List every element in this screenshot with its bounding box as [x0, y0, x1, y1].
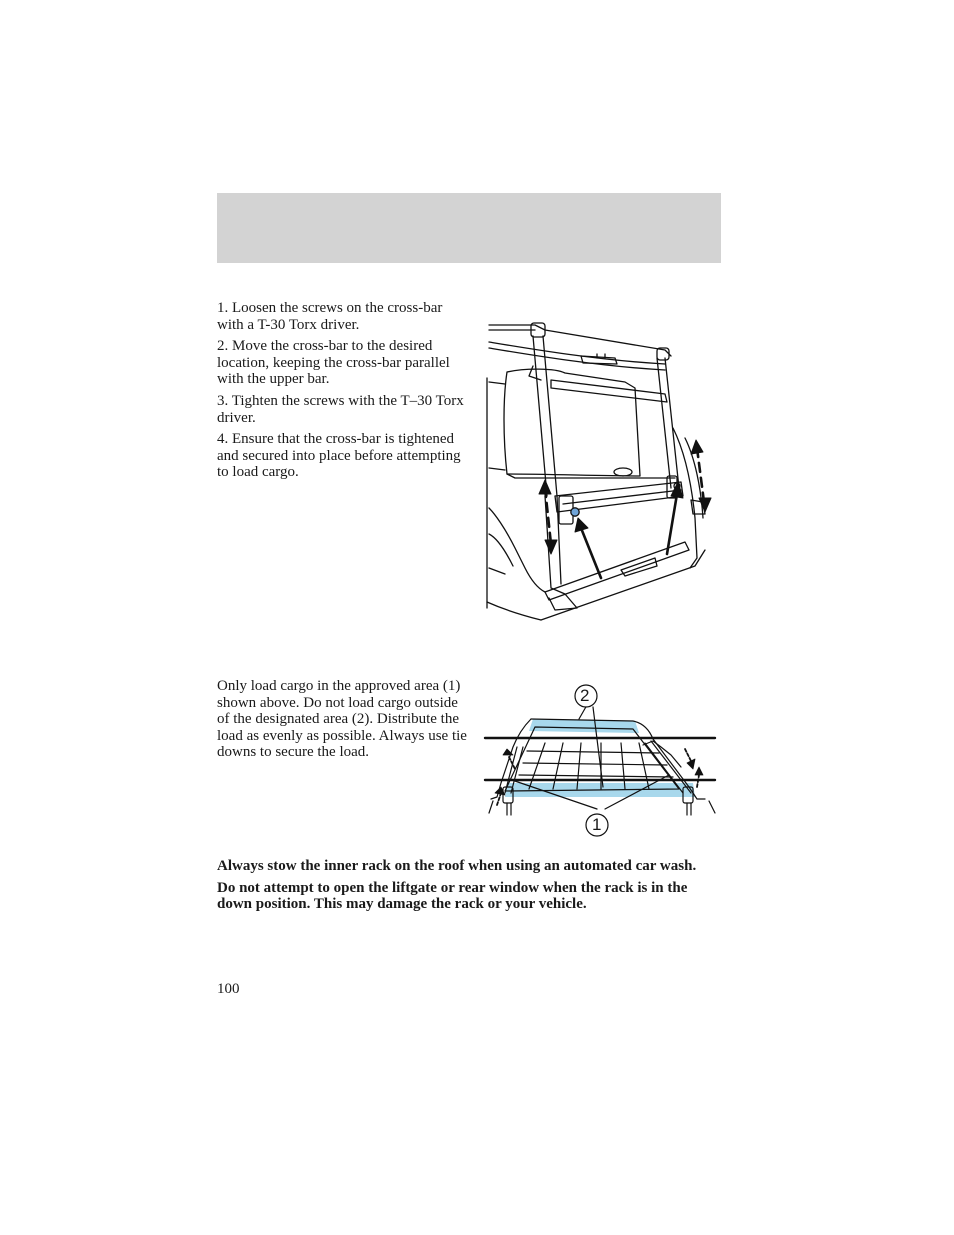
step-2: 2. Move the cross-bar to the desired location, keeping the cross-bar parallel with the upper bar.: [217, 338, 450, 388]
cross-bar-steps: [217, 300, 469, 486]
callout-2-label: 2: [580, 686, 590, 705]
warning-car-wash: Always stow the inner rack on the roof when using an automated car wash.: [217, 858, 697, 874]
warning-liftgate: Do not attempt to open the liftgate or rear window when the rack is in the down position. This may damage the rack or your vehicle.: [217, 879, 688, 913]
warning-notes: [217, 858, 723, 918]
step-1: 1. Loosen the screws on the cross-bar with a T-30 Torx driver.: [217, 300, 443, 333]
cargo-paragraph: Only load cargo in the approved area (1) shown above. Do not load cargo outside of the designated area (2). Distribute the load as evenly as possible. Always use tie downs to secure the load.: [217, 678, 467, 761]
page-number: 100: [217, 981, 240, 997]
cargo-loading-instructions: [217, 678, 469, 766]
callout-1-label: 1: [592, 815, 602, 834]
section-header-band: [217, 193, 721, 263]
cross-bar-adjustment-illustration: [485, 318, 725, 624]
roof-rack-cargo-area-illustration: [483, 683, 719, 843]
step-4: 4. Ensure that the cross-bar is tightened and secured into place before attempting to load cargo.: [217, 431, 461, 481]
step-3: 3. Tighten the screws with the T–30 Torx driver.: [217, 392, 464, 426]
